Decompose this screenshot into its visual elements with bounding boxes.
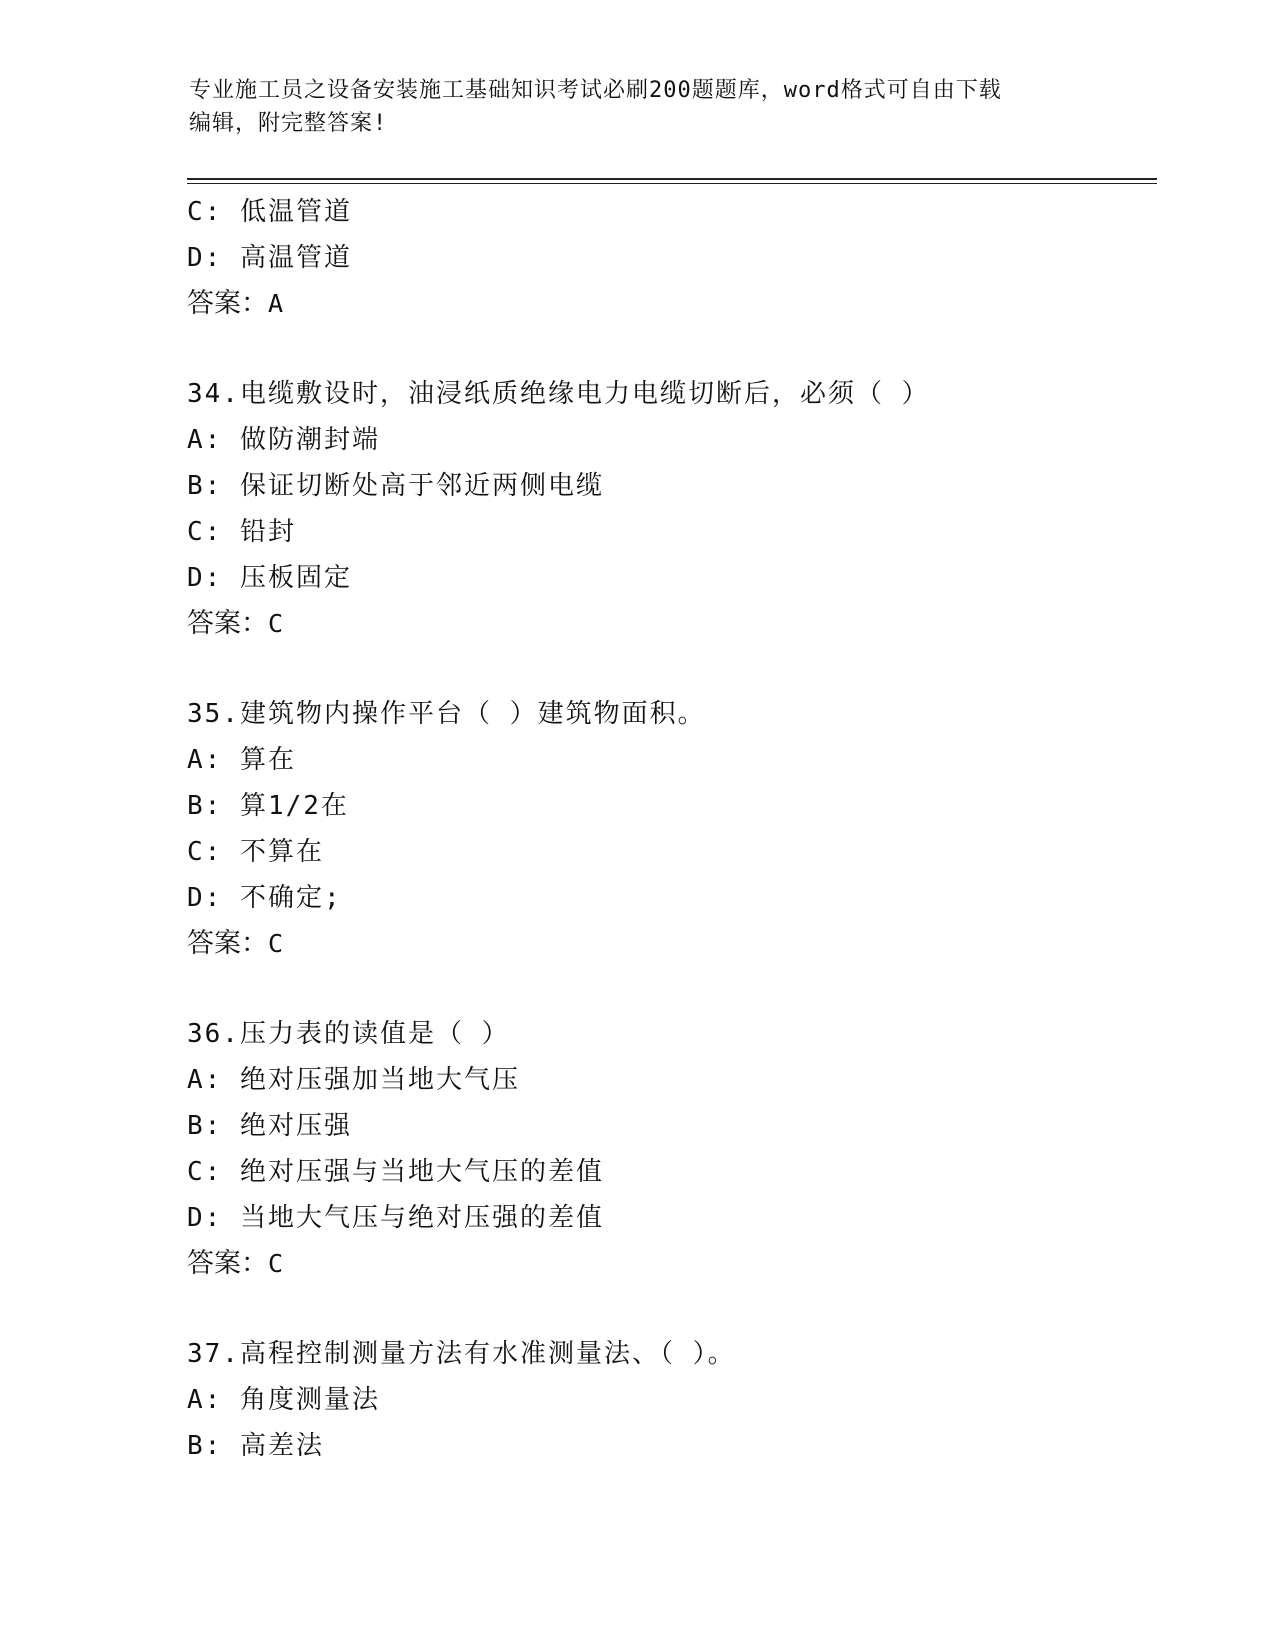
option-key: B: (187, 471, 223, 501)
option-key: B: (187, 791, 223, 821)
header-divider-thin (187, 183, 1157, 184)
option-key: D: (187, 1203, 223, 1233)
option-text: 做防潮封端 (239, 425, 380, 455)
option-key: C: (187, 197, 223, 227)
question-number: 36. (187, 1019, 240, 1049)
option-text: 不确定; (239, 883, 342, 913)
option-key: D: (187, 883, 223, 913)
header-divider-thick (187, 178, 1157, 180)
question-text: 建筑物内操作平台（ ）建筑物面积。 (239, 699, 706, 729)
question-block (187, 371, 1147, 647)
option-line (187, 235, 1147, 281)
option-text: 绝对压强 (239, 1111, 352, 1141)
question-number: 37. (187, 1339, 240, 1369)
option-key: B: (187, 1111, 223, 1141)
answer-line (187, 921, 1147, 967)
option-text: 算在 (239, 745, 296, 775)
option-text: 压板固定 (239, 563, 352, 593)
option-line (187, 1195, 1147, 1241)
answer-value: A (268, 289, 284, 318)
question-block (187, 1331, 1147, 1469)
option-key: C: (187, 837, 223, 867)
answer-line (187, 1241, 1147, 1287)
question-number: 35. (187, 699, 240, 729)
spacer (187, 967, 1147, 1011)
option-text: 高温管道 (239, 243, 352, 273)
answer-line (187, 281, 1147, 327)
header-line-1: 专业施工员之设备安装施工基础知识考试必刷200题题库，word格式可自由下载 (189, 78, 1002, 103)
option-text: 绝对压强与当地大气压的差值 (239, 1157, 604, 1187)
answer-label: 答案： (187, 288, 268, 319)
spacer (187, 1287, 1147, 1331)
option-line (187, 1377, 1147, 1423)
option-key: A: (187, 1065, 223, 1095)
option-line (187, 829, 1147, 875)
question-stem (187, 1011, 1147, 1057)
option-text: 绝对压强加当地大气压 (239, 1065, 520, 1095)
question-block-continued (187, 189, 1147, 327)
option-line (187, 509, 1147, 555)
answer-value: C (268, 609, 284, 638)
option-text: 高差法 (239, 1431, 324, 1461)
answer-value: C (268, 929, 284, 958)
option-key: D: (187, 243, 223, 273)
option-key: A: (187, 1385, 223, 1415)
answer-value: C (268, 1249, 284, 1278)
answer-label: 答案： (187, 928, 268, 959)
question-text: 电缆敷设时，油浸纸质绝缘电力电缆切断后，必须（ ） (239, 379, 930, 409)
answer-label: 答案： (187, 608, 268, 639)
option-line (187, 1057, 1147, 1103)
option-key: B: (187, 1431, 223, 1461)
option-line (187, 737, 1147, 783)
option-line (187, 555, 1147, 601)
answer-line (187, 601, 1147, 647)
document-header (189, 74, 1089, 140)
question-text: 高程控制测量方法有水准测量法、（ ）。 (239, 1339, 736, 1369)
option-line (187, 189, 1147, 235)
question-stem (187, 691, 1147, 737)
question-list (187, 189, 1147, 1469)
option-line (187, 1103, 1147, 1149)
option-text: 当地大气压与绝对压强的差值 (239, 1203, 604, 1233)
option-line (187, 1149, 1147, 1195)
option-key: C: (187, 1157, 223, 1187)
question-block (187, 1011, 1147, 1287)
option-key: A: (187, 745, 223, 775)
option-line (187, 1423, 1147, 1469)
option-line (187, 875, 1147, 921)
option-key: D: (187, 563, 223, 593)
option-key: C: (187, 517, 223, 547)
option-line (187, 463, 1147, 509)
option-line (187, 417, 1147, 463)
header-line-2: 编辑，附完整答案! (189, 111, 388, 136)
answer-label: 答案： (187, 1248, 268, 1279)
spacer (187, 327, 1147, 371)
option-text: 低温管道 (239, 197, 352, 227)
option-text: 算1/2在 (239, 791, 349, 821)
question-stem (187, 371, 1147, 417)
spacer (187, 647, 1147, 691)
question-number: 34. (187, 379, 240, 409)
option-text: 不算在 (239, 837, 324, 867)
option-key: A: (187, 425, 223, 455)
option-text: 铅封 (239, 517, 296, 547)
option-line (187, 783, 1147, 829)
option-text: 角度测量法 (239, 1385, 380, 1415)
option-text: 保证切断处高于邻近两侧电缆 (239, 471, 604, 501)
question-stem (187, 1331, 1147, 1377)
question-block (187, 691, 1147, 967)
question-text: 压力表的读值是（ ） (239, 1019, 510, 1049)
